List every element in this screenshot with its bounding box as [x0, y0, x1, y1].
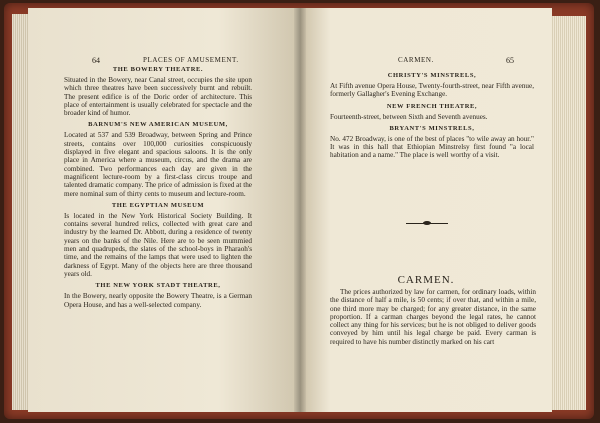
section-heading: BRYANT'S MINSTRELS,: [389, 124, 475, 132]
section-text: Fourteenth-street, between Sixth and Seventh avenues.: [330, 112, 488, 121]
section-heading: THE NEW YORK STADT THEATRE,: [95, 282, 221, 290]
book-gutter: [294, 8, 306, 412]
section-heading: NEW FRENCH THEATRE,: [386, 102, 478, 110]
right-running-head: CARMEN.: [398, 56, 434, 64]
section-bowery-theatre: [64, 66, 252, 117]
section-text: At Fifth avenue Opera House, Twenty-fourth-street, near Fifth avenue, formerly Gallagher's Evening Exchange.: [330, 82, 534, 99]
section-text: No. 472 Broadway, is one of the best of places "to wile away an hour." It was in this hall that Ethiopian Minstrelsy first found "a local habitation and a name." The place is well worthy of a visit.: [330, 134, 534, 160]
section-heading: THE BOWERY THEATRE.: [112, 66, 204, 73]
section-egyptian-museum: [64, 202, 252, 278]
section-heading: BARNUM'S NEW AMERICAN MUSEUM,: [88, 121, 228, 129]
chapter-text: The prices authorized by law for carmen, for ordinary loads, within the distance of half a mile, is 50 cents; if over that, and within a mile, one third more may be charged; for any greater distance, in the same proportion. If a carman charges beyond the legal rates, he cannot collect any thing for his services; but he is not obliged to deliver goods conveyed by him until his legal charge be paid. Every carman is required to have his number distinctly marked on his cart: [330, 288, 536, 346]
section-text: Located at 537 and 539 Broadway, between Spring and Prince streets, contains over 100,000 curiosities conspicuously displayed in five elegant and spacious saloons. It is the only place in America where a museum, circus, and the drama are combined. Two performances each day are given in the magnificent lecture-room by a first-class circus troupe and talented dramatic company. The price of admission is fixed at the mere nominal sum of thirty cents to museum and lecture-room.: [64, 131, 252, 198]
section-text: In the Bowery, nearly opposite the Bowery Theatre, is a German Opera House, and has a well-selected company.: [64, 292, 252, 309]
section-bryants-minstrels: [330, 125, 534, 160]
section-christys-minstrels: [330, 72, 534, 99]
section-barnums-museum: [64, 121, 252, 197]
right-page-edges: [548, 16, 586, 410]
chapter-body: [330, 288, 536, 350]
section-stadt-theatre: [64, 282, 252, 309]
left-page-content: [64, 64, 252, 313]
section-new-french-theatre: [330, 103, 534, 121]
left-running-head: PLACES OF AMUSEMENT.: [143, 56, 239, 64]
ornamental-divider: [406, 223, 448, 224]
chapter-title: CARMEN.: [397, 274, 455, 286]
right-page: [300, 8, 552, 412]
section-heading: THE EGYPTIAN MUSEUM: [111, 201, 205, 209]
section-text: Is located in the New York Historical Society Building. It contains several hundred relics, collected with great care and industry by the learned Dr. Abbott, during a residence of twenty years on the banks of the Nile. Here are to be seen mummied men and quadrupeds, the slates of the school-boys in Pharaoh's time, and the remains of the lamps that were used to lighten the darkness of Egypt. Many of the objects here are three thousand years old.: [64, 211, 252, 278]
section-text: Situated in the Bowery, near Canal street, occupies the site upon which three theatres have been successively burnt and rebuilt. The present edifice is of the Doric order of architecture. This place of entertainment is usually celebrated for spectacle and the broader kind of humor.: [64, 76, 252, 118]
left-page-number: 64: [92, 56, 100, 65]
right-page-number: 65: [506, 56, 514, 65]
section-heading: CHRISTY'S MINSTRELS,: [387, 72, 477, 79]
right-page-content: [330, 70, 534, 164]
